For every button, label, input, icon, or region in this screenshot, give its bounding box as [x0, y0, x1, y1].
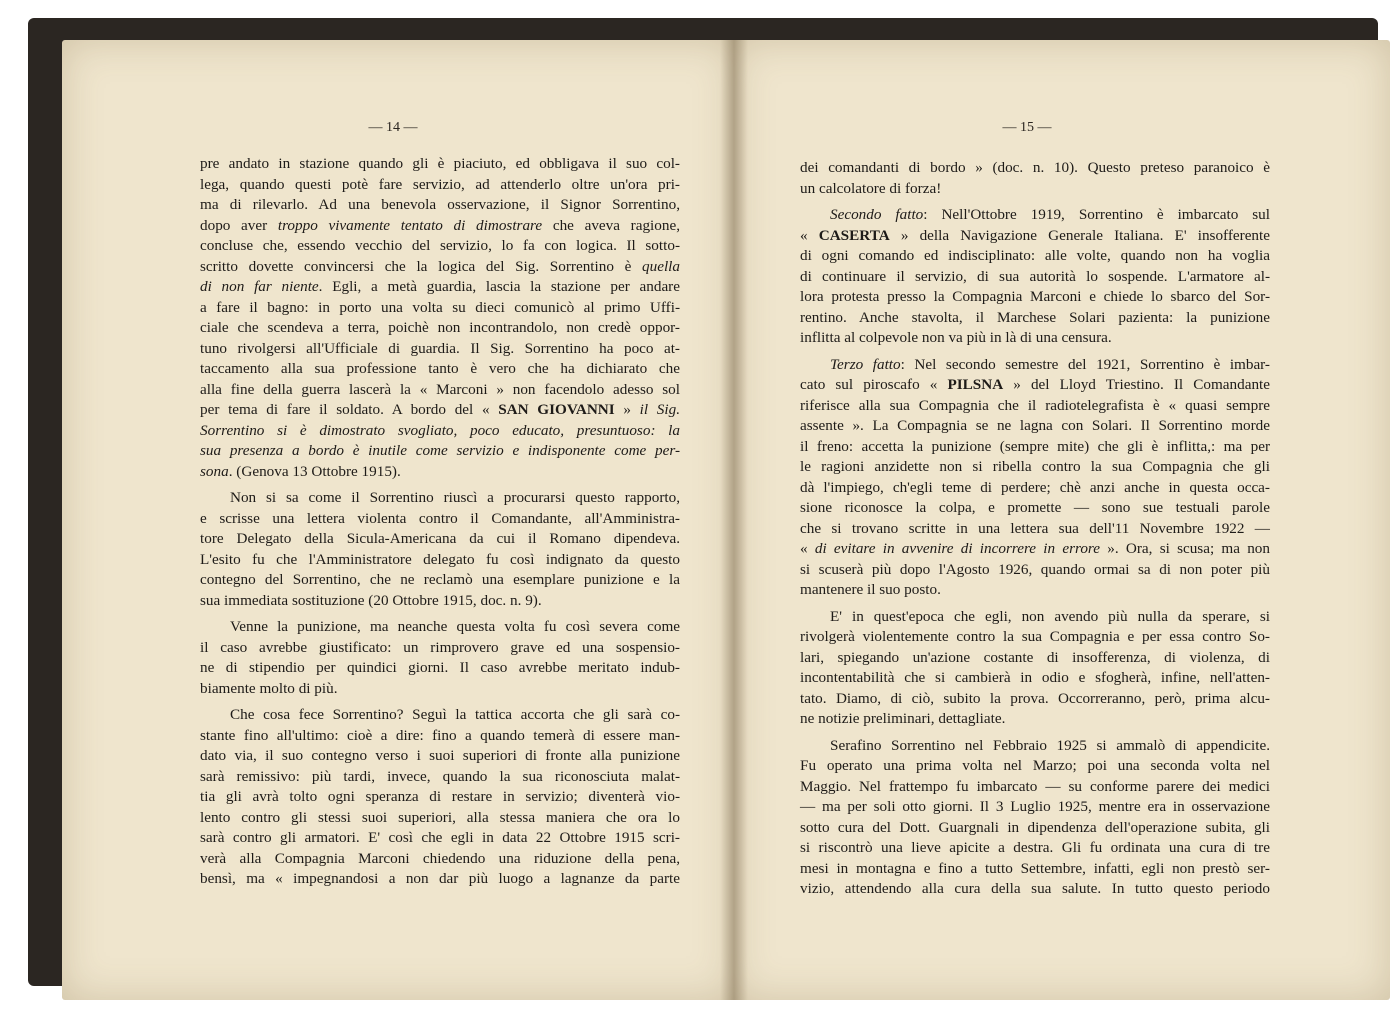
text-run: alla fine della guerra lascerà la « Marconi » non facendolo adesso sol — [200, 380, 680, 398]
text-line — [200, 277, 680, 298]
text-run: taccamento alla sua professione tanto è vero che ha dichiarato che — [200, 360, 680, 377]
text-run: le ragioni anzidette non si ribella contro la sua Compagnia che gli — [800, 458, 1270, 475]
text-run: — ma per soli otto giorni. Il 3 Luglio 1925, mentre era in osservazione — [800, 798, 1270, 815]
text-run: cato sul piroscafo « — [800, 376, 948, 393]
text-run: lega, quando questi potè fare servizio, ad attenderlo oltre un'ora pri- — [200, 175, 680, 193]
text-run: Secondo fatto — [830, 206, 924, 223]
book-spread — [28, 18, 1378, 986]
text-run: » della Navigazione Generale Italiana. E' insofferente — [889, 226, 1270, 244]
text-run: Venne la punizione, ma neanche questa volta fu così severa come — [230, 618, 680, 635]
text-line — [800, 689, 1270, 710]
text-run: Sorrentino si è dimostrato svogliato, poco educato, presuntuoso: la — [200, 421, 680, 439]
text-line — [800, 287, 1270, 308]
text-line — [200, 195, 680, 216]
text-line — [200, 359, 680, 380]
text-line — [200, 746, 680, 767]
text-line — [800, 457, 1270, 478]
text-line — [200, 421, 680, 442]
text-run: concluse che, essendo vecchio del servizio, lo fa con logica. Il sotto- — [200, 237, 680, 254]
text-run: Fu operato una prima volta nel Marzo; poi una seconda volta nel — [800, 757, 1270, 774]
text-run: riferisce alla sua Compagnia che il radiotelegrafista è « quasi sempre — [800, 396, 1270, 414]
text-line — [200, 705, 680, 726]
text-run: » del Lloyd Triestino. Il Comandante — [1003, 376, 1270, 393]
text-line — [200, 154, 680, 175]
text-line — [200, 726, 680, 747]
text-run: ne notizie preliminari, dettagliate. — [800, 710, 1006, 727]
text-run: mesi in montagna e fino a tutto Settembre, infatti, egli non prestò ser- — [800, 859, 1270, 877]
page-number-right: — 15 — — [1002, 120, 1052, 135]
text-run: lari, spiegando un'azione costante di insofferenza, di violenza, di — [800, 648, 1270, 666]
text-line — [200, 216, 680, 237]
text-line — [800, 560, 1270, 581]
text-run: a fare il bagno: in porto una volta su dieci comunicò al primo Uffi- — [200, 298, 680, 316]
text-line — [800, 648, 1270, 669]
text-line — [200, 298, 680, 319]
text-run: un calcolatore di forza! — [800, 179, 942, 197]
text-run: L'esito fu che l'Amministratore delegato fu così indignato da questo — [200, 550, 680, 568]
page-number-left: — 14 — — [368, 120, 418, 135]
text-run: sione riconosce la colpa, e promette — sono sue testuali parole — [800, 499, 1270, 516]
text-line — [200, 339, 680, 360]
text-line — [200, 441, 680, 462]
text-run: rentino. Anche stavolta, il Marchese Solari pazienta: la punizione — [800, 308, 1270, 326]
text-line — [200, 869, 680, 890]
text-line — [800, 328, 1270, 349]
text-line — [200, 400, 680, 421]
text-run: ciale che scendeva a terra, poichè non incontrandolo, non credè oppor- — [200, 319, 680, 336]
text-line — [800, 179, 1270, 200]
text-run: . (Genova 13 Ottobre 1915). — [228, 462, 401, 480]
text-run: : Nel secondo semestre del 1921, Sorrentino è imbar- — [900, 355, 1270, 373]
text-run: troppo vivamente tentato di dimostrare — [277, 216, 543, 234]
text-line — [800, 375, 1270, 396]
text-run: verà alla Compagnia Marconi chiedendo una riduzione della pena, — [200, 849, 680, 867]
text-run: tia gli avrà tolto ogni speranza di restare in servizio; diventerà vio- — [200, 788, 680, 805]
text-run: Non si sa come il Sorrentino riuscì a procurarsi questo rapporto, — [230, 489, 680, 506]
text-line — [800, 246, 1270, 267]
text-line — [800, 580, 1270, 601]
text-run: Che cosa fece Sorrentino? Seguì la tattica accorta che gli sarà co- — [230, 706, 680, 723]
text-line — [800, 709, 1270, 730]
text-run: « — [800, 226, 819, 244]
text-run: ne di stipendio per quindici giorni. Il caso avrebbe meritato indub- — [200, 659, 680, 676]
text-run: di continuare il servizio, di sua autorità lo sospende. L'armatore al- — [800, 267, 1270, 285]
text-run: sarà contro gli armatori. E' così che egli in data 22 Ottobre 1915 scri- — [200, 829, 680, 846]
text-run: tore Delegato della Sicula-Americana da cui il Romano dipendeva. — [200, 530, 680, 547]
text-line — [800, 797, 1270, 818]
text-run: si scuserà più dopo l'Agosto 1926, quando ormai sa di non poter più — [800, 560, 1270, 578]
text-run: dopo aver — [200, 216, 278, 234]
text-line — [800, 818, 1270, 839]
text-run: inflitta al colpevole non va più in là di una censura. — [800, 329, 1112, 346]
text-line — [800, 498, 1270, 519]
text-line — [800, 396, 1270, 417]
text-run: tato. Diamo, di ciò, subito la prova. Occorreranno, però, prima alcu- — [800, 689, 1270, 707]
text-run: il Sig. — [639, 401, 680, 418]
text-line — [200, 488, 680, 509]
text-run: dà l'impiego, ch'egli teme di perdere; chè anzi anche in questa occa- — [800, 478, 1270, 496]
text-run: : Nell'Ottobre 1919, Sorrentino è imbarcato sul — [923, 206, 1270, 223]
text-line — [800, 205, 1270, 226]
text-run: per tema di fare il soldato. A bordo del « — [200, 401, 499, 418]
text-line — [800, 226, 1270, 247]
right-page — [734, 40, 1390, 1000]
text-run: e scrisse una lettera violenta contro il Comandante, all'Amministra- — [200, 509, 680, 527]
text-run: sarà remissivo: più tardi, invece, quando la sua riconosciuta malat- — [200, 767, 680, 785]
text-line — [200, 550, 680, 571]
text-run: ». Ora, si scusa; ma non — [1100, 540, 1270, 557]
text-run: si riscontrò una lieve apicite a destra. Gli fu ordinata una cura di tre — [800, 839, 1270, 856]
text-line — [200, 787, 680, 808]
text-line — [200, 175, 680, 196]
text-line — [200, 570, 680, 591]
text-run: di ogni comando ed indisciplinato: alle volte, quando non ha voglia — [800, 247, 1270, 264]
text-run: Maggio. Nel frattempo fu imbarcato — su conforme parere dei medici — [800, 777, 1270, 795]
text-line — [800, 756, 1270, 777]
text-run: stante fino all'ultimo: cioè a dire: fino a quando temerà di essere man- — [200, 726, 680, 744]
text-run: quella — [642, 257, 680, 275]
text-run: SAN GIOVANNI — [498, 401, 615, 418]
text-run: CASERTA — [818, 226, 890, 244]
text-line — [800, 519, 1270, 540]
text-line — [200, 849, 680, 870]
text-run: tuno rivolgersi all'Ufficiale di guardia. Il Sig. Sorrentino ha poco at- — [200, 339, 680, 357]
right-page-text — [800, 158, 1270, 900]
text-run: pre andato in stazione quando gli è piaciuto, ed obbligava il suo col- — [200, 155, 680, 172]
text-run: sua immediata sostituzione (20 Ottobre 1915, doc. n. 9). — [200, 591, 542, 609]
text-line — [200, 591, 680, 612]
book-gutter — [720, 40, 748, 1000]
text-run: di non far niente — [200, 278, 319, 295]
text-run: sua presenza a bordo è inutile come servizio e indisponente come per- — [200, 442, 680, 459]
text-line — [200, 808, 680, 829]
text-run: . Egli, a metà guardia, lascia la stazione per andare — [318, 278, 680, 295]
text-line — [800, 478, 1270, 499]
text-run: contegno del Sorrentino, che ne reclamò una esemplare punizione e la — [200, 571, 680, 588]
text-line — [800, 668, 1270, 689]
text-run: dei comandanti di bordo » (doc. n. 10). Questo preteso paranoico è — [800, 159, 1270, 176]
text-line — [200, 380, 680, 401]
text-line — [800, 607, 1270, 628]
text-run: biamente molto di più. — [200, 679, 338, 697]
text-line — [800, 627, 1270, 648]
text-line — [200, 257, 680, 278]
text-run: lento contro gli stessi suoi superiori, alla stessa maniera che ora lo — [200, 808, 680, 826]
text-run: incontentabilità che si cambierà in odio e sfogherà, infine, nell'atten- — [800, 669, 1270, 686]
text-run: di evitare in avvenire di incorrere in errore — [814, 540, 1101, 557]
text-run: il freno: accetta la punizione (sempre mite) che gli è inflitta,: ma per — [800, 437, 1270, 455]
text-run: assente ». La Compagnia se ne lagna con Solari. Il Sorrentino morde — [800, 417, 1270, 434]
text-line — [200, 617, 680, 638]
text-line — [200, 509, 680, 530]
text-line — [800, 355, 1270, 376]
text-line — [800, 416, 1270, 437]
text-run: » — [614, 401, 640, 418]
text-line — [800, 838, 1270, 859]
text-run: ma di rilevarlo. Ad una benevola osservazione, il Signor Sorrentino, — [200, 196, 680, 213]
text-line — [200, 236, 680, 257]
text-line — [800, 539, 1270, 560]
text-run: che si trovano scritte in una lettera sua dell'11 Novembre 1922 — — [800, 519, 1270, 537]
text-run: lora protesta presso la Compagnia Marconi e chiede lo sbarco del Sor- — [800, 288, 1270, 305]
text-run: « — [800, 540, 815, 557]
text-run: mantenere il suo posto. — [800, 581, 941, 598]
text-run: rivolgerà violentemente contro la sua Compagnia e per essa contro So- — [800, 628, 1270, 645]
text-line — [200, 462, 680, 483]
text-run: dato via, il suo contegno verso i suoi superiori di fronte alla punizione — [200, 747, 680, 764]
left-page — [62, 40, 734, 1000]
text-line — [800, 736, 1270, 757]
text-line — [200, 529, 680, 550]
text-line — [800, 859, 1270, 880]
text-run: E' in quest'epoca che egli, non avendo più nulla da sperare, si — [830, 607, 1270, 625]
text-line — [200, 638, 680, 659]
text-run: che aveva ragione, — [542, 216, 681, 234]
text-line — [200, 828, 680, 849]
text-run: Serafino Sorrentino nel Febbraio 1925 si ammalò di appendicite. — [830, 736, 1270, 754]
text-run: il caso avrebbe giustificato: un rimprovero grave ed una sospensio- — [200, 638, 680, 656]
text-run: sotto cura del Dott. Guargnali in dipendenza dell'operazione subita, gli — [800, 818, 1270, 836]
text-line — [800, 308, 1270, 329]
text-line — [200, 679, 680, 700]
text-line — [200, 767, 680, 788]
text-run: sona — [200, 462, 229, 480]
text-line — [800, 437, 1270, 458]
text-run: Terzo fatto — [830, 355, 901, 373]
left-page-text — [200, 154, 680, 890]
text-line — [200, 658, 680, 679]
text-line — [800, 158, 1270, 179]
text-run: bensì, ma « impegnandosi a non dar più luogo a lagnanze da parte — [200, 870, 680, 887]
text-line — [800, 267, 1270, 288]
text-run: scritto dovette convincersi che la logica del Sig. Sorrentino è — [200, 257, 643, 275]
text-run: vizio, attendendo alla cura della sua salute. In tutto questo periodo — [800, 880, 1270, 897]
text-run: PILSNA — [947, 376, 1004, 393]
text-line — [800, 879, 1270, 900]
text-line — [800, 777, 1270, 798]
text-line — [200, 318, 680, 339]
